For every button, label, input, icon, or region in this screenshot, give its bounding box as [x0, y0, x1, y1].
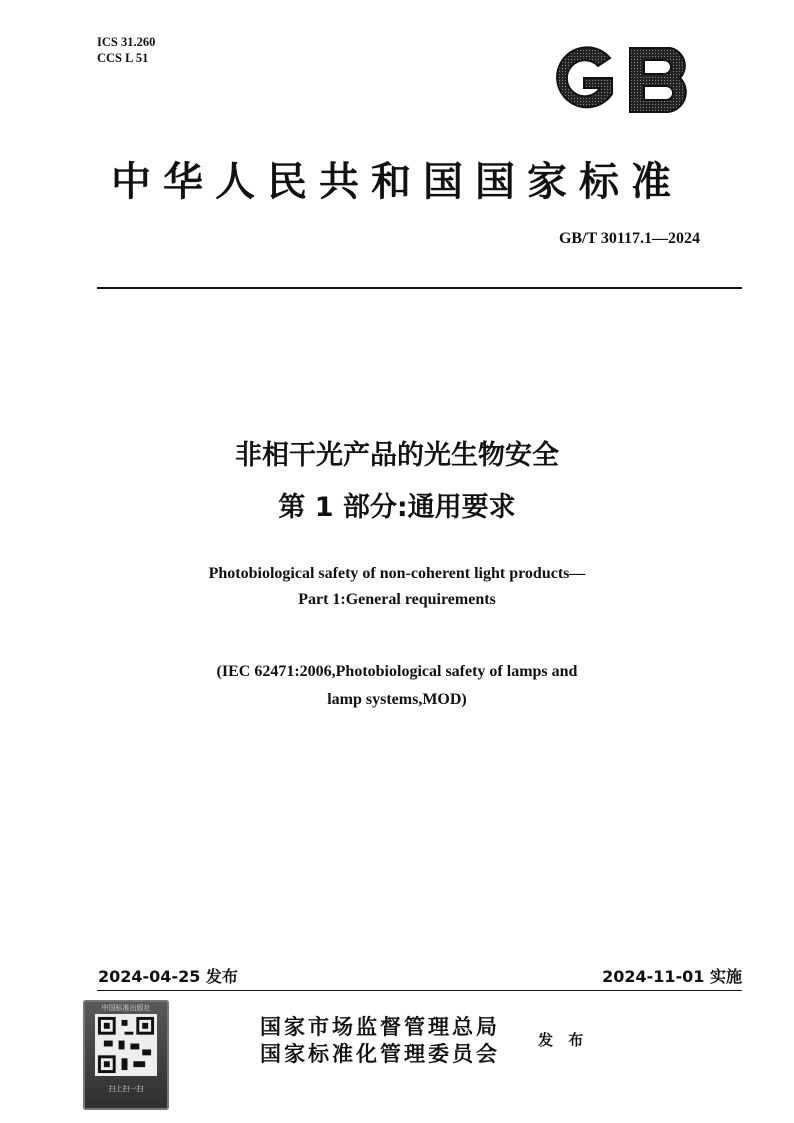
reference-line2: lamp systems,MOD) — [327, 691, 467, 708]
standard-number: GB/T 30117.1—2024 — [558, 230, 700, 247]
qr-top-label: 中国标准出版社 — [101, 1004, 151, 1012]
issuing-authorities — [260, 1013, 500, 1067]
gb-logo — [540, 40, 700, 120]
gb-logo-glyph — [557, 47, 686, 112]
issuer-line2: 国家标准化管理委员会 — [260, 1041, 500, 1066]
header-divider — [97, 287, 742, 289]
ccs-code: CCS L 51 — [97, 51, 149, 65]
implementation-date: 2024-11-01 实施 — [602, 967, 742, 986]
footer-divider — [97, 990, 742, 991]
classification-codes — [97, 34, 155, 66]
ics-code: ICS 31.260 — [97, 35, 156, 49]
issuer-line1: 国家市场监督管理总局 — [260, 1014, 500, 1039]
title-cn-line2: 第 1 部分:通用要求 — [278, 492, 516, 523]
title-en-line1: Photobiological safety of non-coherent light products— — [208, 565, 586, 582]
qr-code-icon — [95, 1014, 157, 1076]
publish-label: 发 布 — [538, 1031, 589, 1049]
qr-badge — [83, 1000, 169, 1110]
national-standard-heading: 中华人民共和国国家标准 — [111, 158, 683, 205]
title-cn-line1: 非相干光产品的光生物安全 — [235, 440, 559, 471]
qr-bottom-label: 扫上扫一扫 — [108, 1085, 144, 1093]
title-en-line2: Part 1:General requirements — [298, 591, 496, 608]
issue-date: 2024-04-25 发布 — [98, 967, 238, 986]
reference-line1: (IEC 62471:2006,Photobiological safety of lamps and — [216, 663, 578, 680]
